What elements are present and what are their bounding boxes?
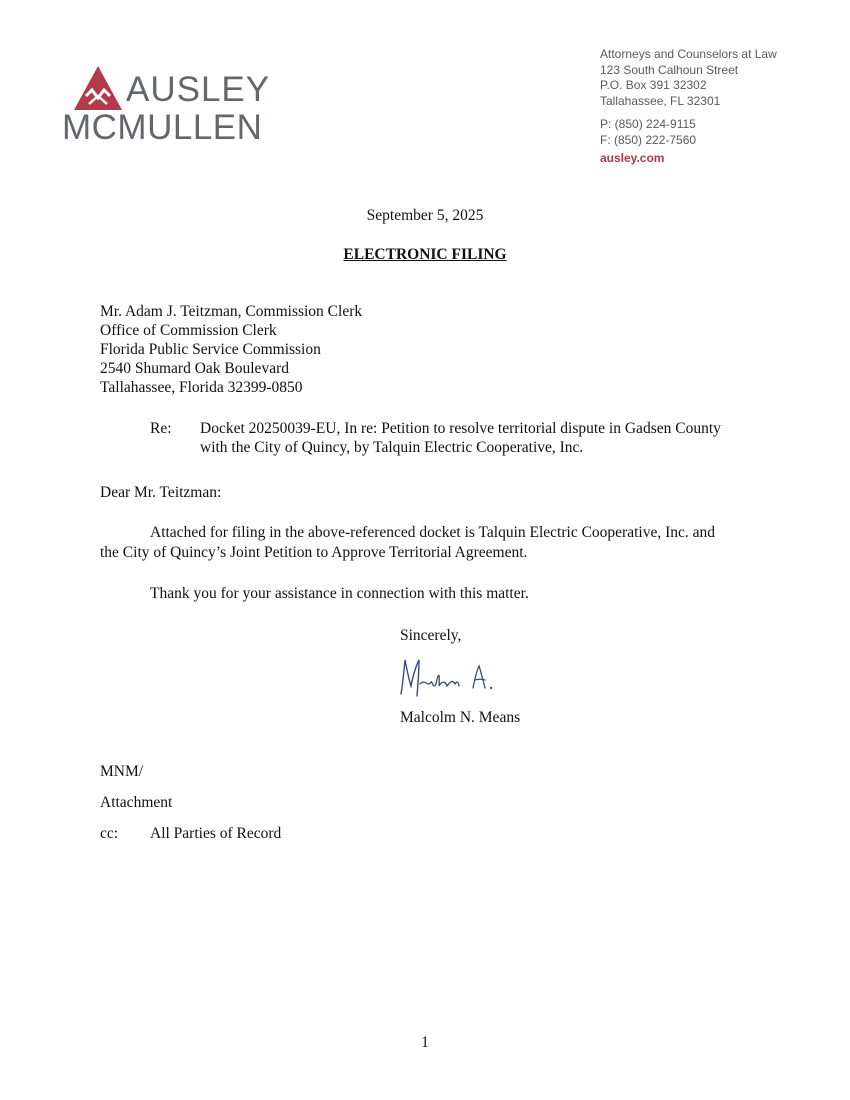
handwritten-signature-icon xyxy=(395,654,510,704)
recipient-line: 2540 Shumard Oak Boulevard xyxy=(100,360,289,377)
page-number: 1 xyxy=(421,1034,429,1051)
typist-initials: MNM/ xyxy=(100,763,144,780)
firm-logo-mark-icon xyxy=(74,66,122,110)
filing-type-heading: ELECTRONIC FILING xyxy=(343,246,507,263)
body-paragraph-line: the City of Quincy’s Joint Petition to Approve Territorial Agreement. xyxy=(100,544,528,561)
body-paragraph: Thank you for your assistance in connection with this matter. xyxy=(150,585,529,602)
re-line: with the City of Quincy, by Talquin Electric Cooperative, Inc. xyxy=(200,439,584,456)
firm-po-box: P.O. Box 391 32302 xyxy=(600,78,707,92)
cc-label: cc: xyxy=(100,825,119,842)
body-paragraph-line: Attached for filing in the above-referenced docket is Talquin Electric Cooperative, Inc. and xyxy=(150,524,716,541)
firm-name-line1: AUSLEY xyxy=(126,70,271,109)
firm-website-link[interactable]: ausley.com xyxy=(600,151,665,165)
cc-recipients: All Parties of Record xyxy=(150,825,282,842)
recipient-line: Florida Public Service Commission xyxy=(100,341,321,358)
firm-phone: P: (850) 224-9115 xyxy=(600,117,696,131)
firm-city: Tallahassee, FL 32301 xyxy=(600,93,721,108)
letter-date: September 5, 2025 xyxy=(366,207,484,224)
signer-name: Malcolm N. Means xyxy=(400,709,521,726)
closing: Sincerely, xyxy=(400,627,462,644)
firm-fax: F: (850) 222-7560 xyxy=(600,132,697,147)
firm-street: 123 South Calhoun Street xyxy=(600,62,739,77)
recipient-line: Office of Commission Clerk xyxy=(100,322,277,339)
firm-contact-block xyxy=(600,47,840,167)
recipient-line: Tallahassee, Florida 32399-0850 xyxy=(100,379,303,396)
firm-tagline: Attorneys and Counselors at Law xyxy=(600,47,777,61)
firm-logo xyxy=(62,64,302,150)
recipient-line: Mr. Adam J. Teitzman, Commission Clerk xyxy=(100,303,363,320)
firm-name-line2: MCMULLEN xyxy=(62,108,263,147)
re-line: Docket 20250039-EU, In re: Petition to resolve territorial dispute in Gadsen County xyxy=(200,420,721,437)
re-label: Re: xyxy=(150,420,172,437)
attachment-note: Attachment xyxy=(100,794,173,811)
salutation: Dear Mr. Teitzman: xyxy=(100,484,222,501)
